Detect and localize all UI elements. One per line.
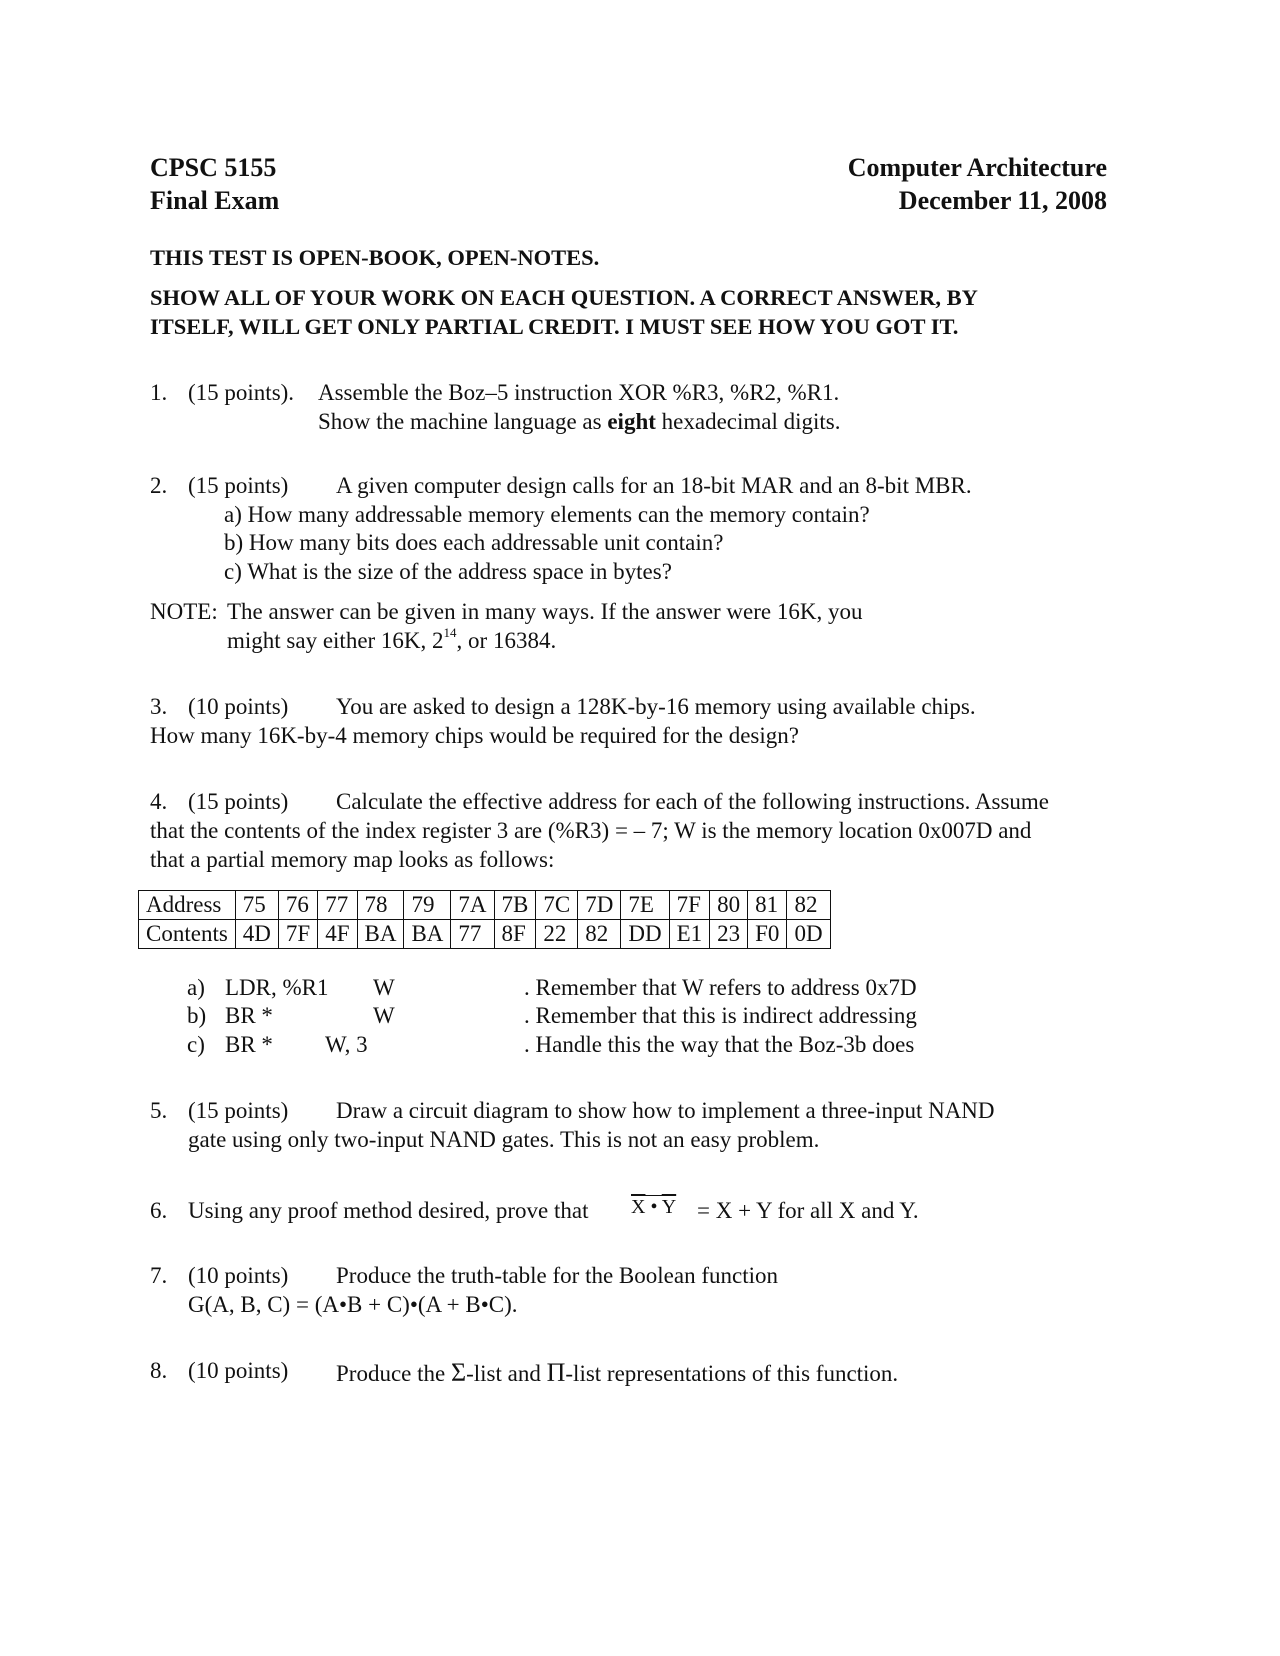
q4-part-a-arg: W [373,975,395,1000]
contents-cell: DD [621,920,669,949]
q4-part-b-label: b) [187,1003,207,1028]
sigma-symbol: Σ [450,1358,467,1387]
q5-points: (15 points) [188,1098,289,1123]
address-cell: 75 [235,891,278,920]
memory-map-table [138,890,831,949]
q7-text: Produce the truth-table for the Boolean function [336,1263,778,1288]
contents-cell: 23 [710,920,748,949]
q3-points: (10 points) [188,694,289,719]
address-cell: 7A [451,891,494,920]
address-cell: 82 [787,891,830,920]
q1-emphasis: eight [607,409,656,434]
q2-note-line1: The answer can be given in many ways. If the answer were 16K, you [227,599,863,624]
q6-expression [631,1193,676,1222]
memory-address-row [139,891,831,920]
q2-text: A given computer design calls for an 18-bit MAR and an 8-bit MBR. [336,473,972,498]
q5-line2: gate using only two-input NAND gates. This is not an easy problem. [188,1127,820,1152]
q8-points: (10 points) [188,1358,289,1383]
q6-text: Using any proof method desired, prove that [188,1198,589,1223]
pi-symbol: Π [546,1358,566,1387]
instructions-line2: ITSELF, WILL GET ONLY PARTIAL CREDIT. I MUST SEE HOW YOU GOT IT. [150,314,959,339]
address-cell: 7B [494,891,536,920]
contents-cell: 8F [494,920,536,949]
q4-points: (15 points) [188,789,289,814]
q4-part-c-label: c) [187,1032,205,1057]
address-cell: 80 [710,891,748,920]
q4-part-c-note: . Handle this the way that the Boz-3b does [524,1032,915,1057]
q4-line2: that the contents of the index register 3 are (%R3) = – 7; W is the memory location 0x007D and [150,818,1032,843]
q4-part-c-arg: W, 3 [325,1032,368,1057]
q2-part-c: c) What is the size of the address space in bytes? [224,559,672,584]
open-book-notice: THIS TEST IS OPEN-BOOK, OPEN-NOTES. [150,245,600,270]
q4-part-b-op: BR * [225,1003,273,1028]
q7-number: 7. [150,1263,168,1288]
q4-part-a-op: LDR, %R1 [225,975,329,1000]
course-code: CPSC 5155 [150,153,277,182]
q4-text: Calculate the effective address for each of the following instructions. Assume [336,789,1049,814]
contents-cell: 7F [278,920,317,949]
address-cell: 77 [318,891,357,920]
q3-number: 3. [150,694,168,719]
contents-cell: E1 [669,920,710,949]
address-cell: 78 [357,891,404,920]
q2-note-label: NOTE: [150,599,218,624]
memory-contents-row [139,920,831,949]
address-cell: 7F [669,891,710,920]
q7-points: (10 points) [188,1263,289,1288]
q1-points: (15 points). [188,380,295,405]
address-cell: 81 [748,891,787,920]
q2-points: (15 points) [188,473,289,498]
address-cell: 7D [578,891,621,920]
row-label-address: Address [139,891,236,920]
q6-x-bar: $\overline{X}$ [631,1196,646,1218]
address-cell: 79 [404,891,451,920]
q6-number: 6. [150,1198,168,1223]
q2-number: 2. [150,473,168,498]
instructions-line1: SHOW ALL OF YOUR WORK ON EACH QUESTION. A CORRECT ANSWER, BY [150,285,978,310]
q6-nand-expression: $\overline{X}$ • $\overline{Y}$ [631,1196,677,1218]
q2-note-exponent: 14 [443,625,457,640]
q3-text: You are asked to design a 128K-by-16 memory using available chips. [336,694,976,719]
contents-cell: BA [404,920,451,949]
q2-part-b: b) How many bits does each addressable unit contain? [224,530,724,555]
course-subject: Computer Architecture [847,153,1107,182]
q4-line3: that a partial memory map looks as follows: [150,847,555,872]
q1-text: Assemble the Boz–5 instruction XOR %R3, %R2, %R1. [318,380,840,405]
q5-number: 5. [150,1098,168,1123]
exam-date: December 11, 2008 [898,186,1107,215]
q3-line2: How many 16K-by-4 memory chips would be required for the design? [150,723,799,748]
q8-text: Produce the Σ-list and Π-list representations of this function. [336,1358,899,1387]
address-cell: 76 [278,891,317,920]
q6-result: = X + Y for all X and Y. [697,1198,919,1223]
contents-cell: 4F [318,920,357,949]
q7-function: G(A, B, C) = (A•B + C)•(A + B•C). [188,1292,518,1317]
contents-cell: BA [357,920,404,949]
q1-number: 1. [150,380,168,405]
q2-note-line2: might say either 16K, $2^{14}$, or 16384. [227,625,557,653]
contents-cell: 22 [536,920,578,949]
address-cell: 7E [621,891,669,920]
q5-text: Draw a circuit diagram to show how to implement a three-input NAND [336,1098,995,1123]
contents-cell: 77 [451,920,494,949]
q6-y-bar: $\overline{Y}$ [661,1196,677,1218]
q1-line2: Show the machine language as eight hexadecimal digits. [318,409,841,434]
contents-cell: 0D [787,920,830,949]
q4-part-b-note: . Remember that this is indirect addressing [524,1003,917,1028]
q4-part-b-arg: W [373,1003,395,1028]
q4-part-c-op: BR * [225,1032,273,1057]
contents-cell: 4D [235,920,278,949]
contents-cell: 82 [578,920,621,949]
contents-cell: F0 [748,920,787,949]
q4-part-a-label: a) [187,975,205,1000]
q8-number: 8. [150,1358,168,1383]
address-cell: 7C [536,891,578,920]
row-label-contents: Contents [139,920,236,949]
q4-part-a-note: . Remember that W refers to address 0x7D [524,975,917,1000]
exam-title: Final Exam [150,186,280,215]
q2-part-a: a) How many addressable memory elements can the memory contain? [224,502,870,527]
q4-number: 4. [150,789,168,814]
